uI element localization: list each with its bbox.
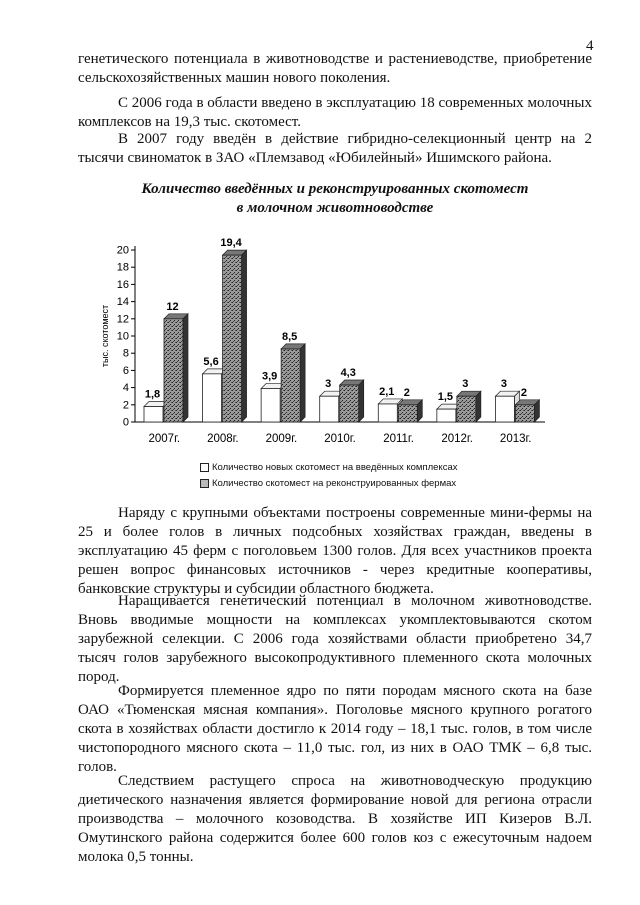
x-tick-label: 2007г. xyxy=(148,433,181,445)
data-label: 5,6 xyxy=(203,355,219,368)
data-label: 2 xyxy=(520,386,527,399)
bar-new-2009г. xyxy=(261,388,280,422)
x-tick-label: 2013г. xyxy=(499,433,532,445)
page-number: 4 xyxy=(586,38,594,54)
bar-reconstructed-2009г. xyxy=(281,349,300,422)
paragraph-4: Наряду с крупными объектами построены современные мини-фермы на 25 и более голов в личных подсобных хозяйствах граждан, введены в эксплуатацию 45 ферм с поголовьем 1300 голов. Для всех участников проекта решен вопрос финансовых источников - через кредитные кооперативы, банковские структуры и субсидии областного бюджета. xyxy=(78,505,592,597)
data-label: 3 xyxy=(462,378,469,391)
data-label: 1,8 xyxy=(144,388,161,401)
bar-new-2008г. xyxy=(203,374,222,422)
x-tick-label: 2010г. xyxy=(324,433,356,445)
legend-swatch-reconstructed xyxy=(200,479,209,488)
y-tick-label: 0 xyxy=(122,416,129,429)
y-tick-label: 6 xyxy=(122,364,129,377)
bar-chart xyxy=(100,238,560,448)
data-label: 2 xyxy=(403,386,410,399)
x-tick-label: 2008г. xyxy=(207,433,239,445)
bar-new-2012г. xyxy=(437,409,456,422)
bar-new-2013г. xyxy=(495,396,514,422)
chart-title-line-1: Количество введённых и реконструированных скотомест xyxy=(141,181,529,197)
y-tick-label: 10 xyxy=(116,330,129,343)
bar-new-2010г. xyxy=(320,396,339,422)
paragraph-5: Наращивается генетический потенциал в молочном животноводстве. Вновь вводимые мощности на комплексах укомплектовываются скотом зарубежной селекции. С 2006 года хозяйствами области приобретено 34,7 тысяч голов зарубежного высокопродуктивного племенного скота молочных пород. xyxy=(78,593,592,685)
data-label: 2,1 xyxy=(379,385,395,398)
bar-side xyxy=(359,380,364,422)
bar-reconstructed-2013г. xyxy=(515,405,534,422)
bar-side xyxy=(300,344,305,422)
legend-item-reconstructed xyxy=(200,478,456,489)
paragraph-1: генетического потенциала в животноводстве и растениеводстве, приобретение сельскохозяйственных машин нового поколения. xyxy=(78,51,592,86)
y-axis-label: тыс. скотомест xyxy=(100,304,110,368)
data-label: 3 xyxy=(325,378,332,391)
legend-label-new: Количество новых скотомест на введённых комплексах xyxy=(212,462,458,473)
paragraph-2: С 2006 года в области введено в эксплуатацию 18 современных молочных комплексов на 19,3 тыс. скотомест. xyxy=(78,95,592,130)
x-tick-label: 2012г. xyxy=(441,433,473,445)
data-label: 4,3 xyxy=(340,367,356,380)
y-tick-label: 16 xyxy=(116,278,129,291)
bar-reconstructed-2008г. xyxy=(223,255,242,422)
bar-reconstructed-2011г. xyxy=(398,405,417,422)
bar-side xyxy=(476,391,481,422)
y-tick-label: 20 xyxy=(116,244,129,257)
bar-new-2007г. xyxy=(144,407,163,422)
data-label: 12 xyxy=(166,300,179,313)
bar-side xyxy=(183,314,188,422)
x-tick-label: 2009г. xyxy=(265,433,298,445)
y-tick-label: 12 xyxy=(116,313,129,326)
y-tick-label: 2 xyxy=(122,399,129,412)
data-label: 3 xyxy=(500,378,507,391)
y-tick-label: 4 xyxy=(122,382,129,395)
legend-label-reconstructed: Количество скотомест на реконструированных фермах xyxy=(212,478,457,489)
legend-swatch-new xyxy=(200,463,209,472)
paragraph-3: В 2007 году введён в действие гибридно-селекционный центр на 2 тысячи свиноматок в ЗАО «Племзавод «Юбилейный» Ишимского района. xyxy=(78,131,592,166)
bar-side xyxy=(242,250,247,422)
y-tick-label: 8 xyxy=(122,347,129,360)
legend-item-new xyxy=(200,462,457,473)
bar-reconstructed-2012г. xyxy=(457,396,476,422)
bar-reconstructed-2010г. xyxy=(340,385,359,422)
y-tick-label: 14 xyxy=(116,296,129,309)
paragraph-7: Следствием растущего спроса на животноводческую продукцию диетического назначения является формирование новой для региона отрасли производства – молочного козоводства. В хозяйстве ИП Кизеров В.Л. Омутинского района содержится более 600 голов коз с ежесуточным надоем молока 0,5 тонны. xyxy=(78,773,592,865)
data-label: 1,5 xyxy=(437,391,454,404)
data-label: 19,4 xyxy=(220,238,242,250)
chart-title-line-2: в молочном животноводстве xyxy=(236,200,434,216)
y-tick-label: 18 xyxy=(116,261,129,274)
bar-reconstructed-2007г. xyxy=(164,319,183,422)
data-label: 3,9 xyxy=(261,370,278,383)
paragraph-6: Формируется племенное ядро по пяти породам мясного скота на базе ОАО «Тюменская мясная компания». Поголовье мясного крупного рогатого скота в хозяйствах области достигло к 2014 году – 18,1 тыс. голов, в том числе чистопородного мясного скота – 11,0 тыс. гол, из них в ОАО ТМК – 6,8 тыс. голов. xyxy=(78,683,592,775)
chart-title xyxy=(78,180,592,218)
data-label: 8,5 xyxy=(281,330,298,343)
bar-new-2011г. xyxy=(378,404,397,422)
x-tick-label: 2011г. xyxy=(383,433,414,445)
